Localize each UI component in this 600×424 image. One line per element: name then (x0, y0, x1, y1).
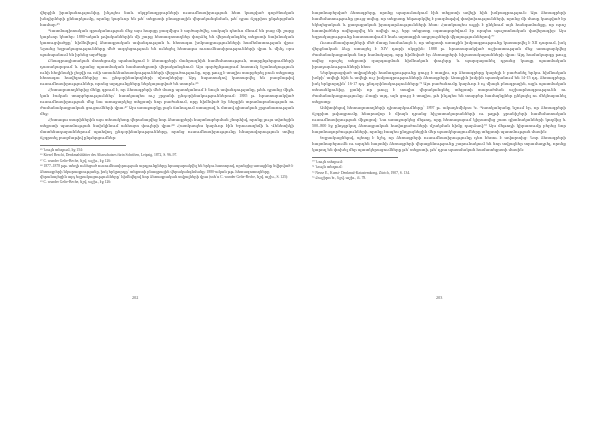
paragraph: վերջին իրականությունից, ինչպես նաև սկզբնաղբյուրների ուսումնասիրության հետ կապված գործնական խնդիրների քննարկումը, որոնք կարևոր են թե՛ տեքստի բնագրային վերականգնման, թե՛ դրա ճշգրիտ ընթերցման համար:⁶⁵ (40, 10, 294, 27)
paragraph: Բնագրագիտական մոտեցումը պահանջում է ձեռագրերի մանրազնին համեմատություն, տարընթերցումների դասակարգում և դրանց պատմական համատեքստի վերականգնում: Այս գործընթացում հատուկ նշանակություն ունի հեղինակի լեզվի ու ոճի առանձնահատկությունների վերլուծությունը, որը թույլ է տալիս տարբերել բուն տեքստը հետագա հավելումներից ու ընդօրինակողների սխալներից: Այդ նպատակով կատարվել են բազմաթիվ ուսումնասիրություններ, որոնց արդյունքները ներկայացված են ստորև:⁶⁶ (40, 57, 294, 87)
paragraph: Հետազոտողներից մեկը գրում է, որ ձեռագրերի մեծ մասը պատկանում է նույն ավանդությանը, թեև դրանց միջև կան էական տարբերություններ՝ հատկապես ուշ շրջանի ընդօրինակություններում: 1885 թ. հրատարակված ուսումնասիրության մեջ նա առաջարկեց տեքստի նոր բաժանում, որը հիմնված էր ներքին տրամաբանության ու ժամանակագրական ցուցումների վրա:⁶⁷ Այս առաջարկը լայն ճանաչում ստացավ և մտավ գիտական շրջանառության մեջ: (40, 87, 294, 117)
footnote: ⁶⁸ 1877–1878 թթ. տեղի ունեցած ուսումնասիրության արդյունքները հրապարակվել են երկու հատորով, որոնցից առաջինը նվիրված է ձեռագրերի նկարագրությանը, իսկ երկրորդը՝ տեքստի բնագրային վերականգնմանը: 1880-ական թթ. հետազոտողները վերանայեցին այդ եզրակացությունները՝ հիմնվելով նոր ձեռագրական տվյալների վրա (տե՛ս C. wunder Gelte-Beche, նշվ. աշխ., S. 125): (40, 164, 294, 179)
right-body-text (312, 10, 566, 153)
left-footnotes (40, 148, 294, 186)
paragraph: Պատմագիտական գրականության մեջ այս հարցը բազմիցս է արծարծվել, սակայն դեռևս մնում են բաց մի շարք կարևոր կետեր: 1880-ական թվականներին մի շարք հետազոտողներ փորձել են վերականգնել տեքստի նախնական կառուցվածքը՝ հիմնվելով ձեռագրական ավանդության և հետագա խմբագրությունների համեմատության վրա: Նրանց եզրակացությունները մեծ ազդեցություն են ունեցել հետագա ուսումնասիրությունների վրա և մինչ օրս պահպանում են իրենց արժեքը: (40, 27, 294, 57)
footnote-rule (40, 145, 126, 146)
paragraph: Ամփոփելով հետազոտողների դիտարկումները՝ 1897 թ. ակադեմիկոս Կ. Պատկանյանը նշում էր, որ ձեռագրերի ճշգրիտ թվագրումը հնարավոր է միայն դրանց հիշատակարանների ու թղթի ջրանիշերի համեմատական ուսումնասիրության միջոցով: Նա առաջարկեց մեթոդ, որը հետագայում կիրառվեց շատ գիտնականների կողմից և 500–800 էջ ընդգրկող ձեռագրական հավաքածուների մշակման հիմք դարձավ:⁷² Այս մեթոդի կիրառումը բերեց նոր հայտնագործությունների, որոնք էապես ընդլայնեցին մեր պատկերացումները տեքստի պատմության մասին: (312, 105, 566, 135)
left-body-text (40, 10, 294, 141)
footnote-rule (312, 157, 398, 158)
paragraph: Հետագա տարիներին այս տեսակետը վերանայվեց նոր ձեռագրերի հայտնաբերման շնորհիվ, որոնք լույս սփռեցին տեքստի պատմության նախկինում անհայտ փուլերի վրա:⁶⁸ Հատկապես կարևոր էին Երուսաղեմի և Վենետիկի մատենադարաններում պահվող ընդօրինակությունները, որոնց ուսումնասիրությունը հնարավորություն տվեց ճշգրտել բազմաթիվ ընթերցումներ: (40, 117, 294, 141)
left-page (40, 10, 294, 300)
footnote: ⁷³ Բաշիրո Ե., նշվ. աշխ., Տ. 78. (312, 176, 367, 181)
paragraph: հայտնաբերված ձեռագրերը, որոնք պարունակում էին տեքստի ավելի հին խմբագրություն: Այս ձեռագրերի համեմատությունը ցույց տվեց, որ տեքստը ենթարկվել է բազմաթիվ փոփոխությունների, որոնց մի մասը կապված էր եկեղեցական և քաղաքական իրադարձությունների հետ: Հատկապես աչքի է ընկնում այն հանգամանքը, որ որոշ հատվածներ ավելացվել են ավելի ուշ, երբ տեքստը օգտագործվում էր որպես պաշտոնական վավերագիր: Այս եզրակացությունը հաստատվում է նաև արտաքին աղբյուրների վկայություններով:⁷⁰ (312, 10, 566, 39)
footnote: ⁶⁵ Նույն տեղում, էջ 154: (40, 147, 83, 152)
right-footnotes (312, 160, 566, 182)
footnote: ⁷⁰ Նույն տեղում: (312, 159, 343, 164)
page-number: 203 (436, 295, 443, 300)
page-number: 202 (132, 295, 139, 300)
paragraph: Ներկայացված տվյալների համադրությունը ցույց է տալիս, որ ձեռագրերը կարելի է բաժանել երկու հիմնական խմբի՝ ավելի հին և ավելի ուշ խմբագրությունների ձեռագրերի: Առաջին խմբին պատկանում են 14-15 դդ. ձեռագրերը, իսկ երկրորդին՝ 16-17 դդ. ընդօրինակությունները:⁷¹ Այս բաժանումը կարևոր է ոչ միայն բնագրային, այլև պատմական տեսանկյունից, քանի որ թույլ է տալիս վերականգնել տեքստի տարածման աշխարհագրությունն ու ժամանակագրությունը: Բացի այդ, այն ցույց է տալիս, թե ինչպես են տարբեր համայնքներ ընկալել ու մեկնաբանել տեքստը: (312, 69, 566, 105)
footnote: ⁶⁶ Kiesel Beschi, Denkmalsblätter des Altarschatzes fürin Schriften, Leipzig, 1872, S. 96–97. (40, 153, 178, 158)
footnote: ⁶⁷ C. wunder Gelte-Beche, նշվ. աշխ., էջ 126: (40, 158, 112, 163)
footnote: ⁶⁹ C. wunder Gelte-Beche, նշվ. աշխ., էջ 126: (40, 180, 112, 185)
footnote: ⁷² Nesse E., Kunst- Denkmal-Katastemkong, Zürich, 1907, S. 134. (312, 170, 411, 175)
paragraph: Եզրակացնելով, պետք է նշել, որ ձեռագրերի ուսումնասիրությունը դեռ հեռու է ավարտից: Նոր ձեռագրերի հայտնաբերումն ու արդեն հայտնի ձեռագրերի վերաքննությունը շարունակում են նոր տվյալներ տրամադրել, որոնք կարող են փոխել մեր պատկերացումները թե՛ տեքստի, թե՛ դրա պատմական համատեքստի մասին: (312, 135, 566, 152)
paragraph: Ուսումնասիրողների մեծ մասը համաձայն է, որ տեքստի առաջին խմբագրությունը կատարվել է XII դարում, իսկ վերջնական ձևը ստացել է XIV դարի սկզբին: 1888 թ. հրատարակված աշխատության մեջ առաջարկվեց ժամանակագրական նոր համակարգ, որը հիմնված էր ձեռագրերի հիշատակարանների վրա: Այդ համակարգը թույլ տվեց որոշել տեքստի զարգացման հիմնական փուլերը և պարզաբանել դրանց կապը պատմական իրադարձությունների հետ: (312, 39, 566, 69)
footnote: ⁷¹ Նույն տեղում: (312, 165, 343, 170)
right-page (312, 10, 566, 300)
